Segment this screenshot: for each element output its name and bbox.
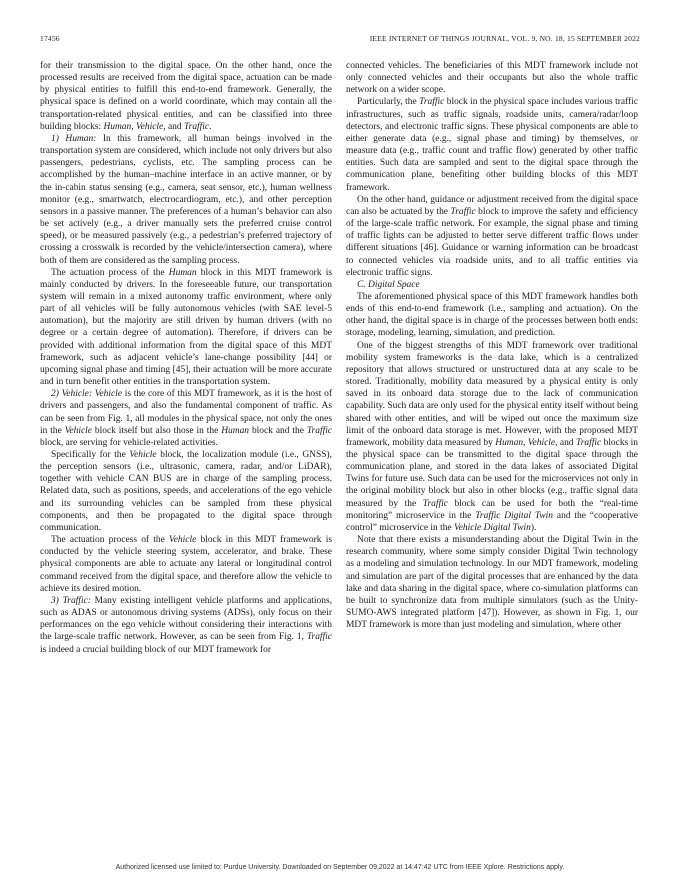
paragraph: Note that there exists a misunderstanding about the Digital Twin in the research community, where some simply consider Digital Twin technology as a modeling and simulation technology. In our MDT framework, modeling and simulation are part of the digital processes that are enhanced by the data lake and data sharing in the digital space, where co-simulation platforms can be built to synchronize data from multiple simulators (such as the Unity-SUMO-AWS integrated platform [47]). However, as shown in Fig. 1, our MDT framework is more than just modeling and simulation, where other	[346, 535, 638, 631]
section-heading: C. Digital Space	[357, 279, 420, 290]
paragraph: for their transmission to the digital space. On the other hand, once the processed results are received from the digital space, actuation can be made by physical entities to fulfill this end-to-end framework. Generally, the physical space is defined on a world coordinate, which may contain all the transportation-related physical entities, and can be classified into three building blocks: Human, Vehicle, and Traffic.	[40, 61, 332, 132]
right-column	[346, 60, 638, 631]
paragraph: On the other hand, guidance or adjustment received from the digital space can also be actuated by the Traffic block to improve the safety and efficiency of the large-scale traffic network. For example, the signal phase and timing of traffic lights can be adjusted to better serve different traffic flows under different situations [46]. Guidance or warning information can be broadcast to connected vehicles via roadside units, and to all traffic entities via electronic traffic signs.	[346, 194, 639, 278]
paragraph: The aforementioned physical space of this MDT framework handles both ends of this end-to-end framework (i.e., sampling and actuation). On the other hand, the digital space is in charge of the processes between both ends: storage, modeling, learning, simulation, and prediction.	[346, 291, 638, 339]
paragraph-vehicle: 2) Vehicle: Vehicle is the core of this MDT framework, as it is the host of drivers and passengers, and also the fundamental component of traffic. As can be seen from Fig. 1, all modules in the physical space, not only the ones in the Vehicle block itself but also those in the Human block and the Traffic block, are serving for vehicle-related activities.	[40, 389, 333, 448]
subsection-heading: 1) Human:	[51, 133, 97, 144]
subsection-heading: 2) Vehicle:	[51, 389, 92, 400]
paragraph: One of the biggest strengths of this MDT framework over traditional mobility system frameworks is the data lake, which is a centralized repository that allows structured or unstructured data at any scale to be stored. Traditionally, mobility data measured by a physical entity is only saved in its onboard data storage due to the lack of communication capability. Such data are only used for the physical entity itself without being shared with other entities, and will be wiped out once the maximum size limit of the onboard data storage is met. However, with the proposed MDT framework, mobility data measured by Human, Vehicle, and Traffic blocks in the physical space can be transmitted to the digital space through the communication plane, and stored in the data lakes of associated Digital Twins for future use. Such data can be used for the microservices not only in the original mobility block but also in other blocks (e.g., traffic signal data measured by the Traffic block can be used for both the “real-time monitoring” microservice in the Traffic Digital Twin and the “cooperative control” microservice in the Vehicle Digital Twin).	[346, 340, 639, 533]
left-column	[40, 60, 332, 656]
paragraph: The actuation process of the Vehicle block in this MDT framework is conducted by the vehicle steering system, accelerator, and brake. These physical components are able to actuate any lateral or longitudinal control command received from the digital space, and therefore allow the vehicle to achieve its desired motion.	[40, 535, 332, 594]
paragraph: connected vehicles. The beneficiaries of this MDT framework include not only connected vehicles and their occupants but also the whole traffic network on a wider scope.	[346, 61, 638, 96]
paragraph-traffic: 3) Traffic: Many existing intelligent vehicle platforms and applications, such as ADAS or autonomous driving systems (ADSs), only focus on their performances on the ego vehicle without considering their interactions with the large-scale traffic network. However, as can be seen from Fig. 1, Traffic is indeed a crucial building block of our MDT framework for	[40, 595, 332, 655]
paragraph-human: 1) Human: In this framework, all human beings involved in the transportation system are considered, which include not only drivers but also passengers, pedestrians, cyclists, etc. The sampling process can be accomplished by the human–machine interface in an active manner, or by the in-cabin status sensing (e.g., camera, seat sensor, etc.), human wellness monitor (e.g., smartwatch, electrocardiogram, etc.), and other perception sensors in a passive manner. The preferences of a human’s behavior can also be set actively (e.g., a driver manually sets the preferred cruise control speed), or be measured passively (e.g., a pedestrian’s preferred trajectory of crossing a crosswalk is recorded by the vehicle/intersection camera), where both of them are considered as the sampling process.	[40, 133, 332, 266]
paragraph: The actuation process of the Human block in this MDT framework is mainly conducted by drivers. In the foreseeable future, our transportation system will remain in a mixed autonomy traffic environment, where only part of all vehicles will be fully autonomous vehicles (with SAE level-5 automation), but the majority are still driven by human drivers (with no degree or a certain degree of automation). Therefore, if drivers can be provided with additional information from the digital space of this MDT framework, such as adjacent vehicle’s lane-change possibility [44] or upcoming signal phase and timing [45], their actuation will be more accurate and in turn benefit other entities in the transportation system.	[40, 267, 332, 388]
page-number: 17456	[40, 34, 60, 43]
paragraph: Particularly, the Traffic block in the physical space includes various traffic infrastructures, such as traffic signals, roadside units, camera/radar/loop detectors, and electronic traffic signs. These physical components are able to either generate data (e.g., signal phase and timing) by themselves, or measure data (e.g., traffic count and traffic flow) generated by other traffic entities. Such data are sampled and sent to the digital space through the communication plane, benefiting other building blocks of this MDT framework.	[346, 97, 639, 193]
subsection-heading: 3) Traffic:	[51, 595, 91, 606]
paragraph: Specifically for the Vehicle block, the localization module (i.e., GNSS), the perception sensors (i.e., ultrasonic, camera, radar, and/or LiDAR), together with vehicle CAN BUS are in charge of the sampling process. Related data, such as positions, speeds, and accelerations of the ego vehicle and its surrounding vehicles can be sampled from these physical components, and then be propagated to the digital space through communication.	[40, 450, 333, 533]
license-footer: Authorized licensed use limited to: Purdue University. Downloaded on September 09,2022 at 14:47:42 UTC from IEEE Xplore. Restrictions apply.	[115, 864, 565, 871]
journal-header: IEEE INTERNET OF THINGS JOURNAL, VOL. 9, NO. 18, 15 SEPTEMBER 2022	[369, 34, 640, 43]
